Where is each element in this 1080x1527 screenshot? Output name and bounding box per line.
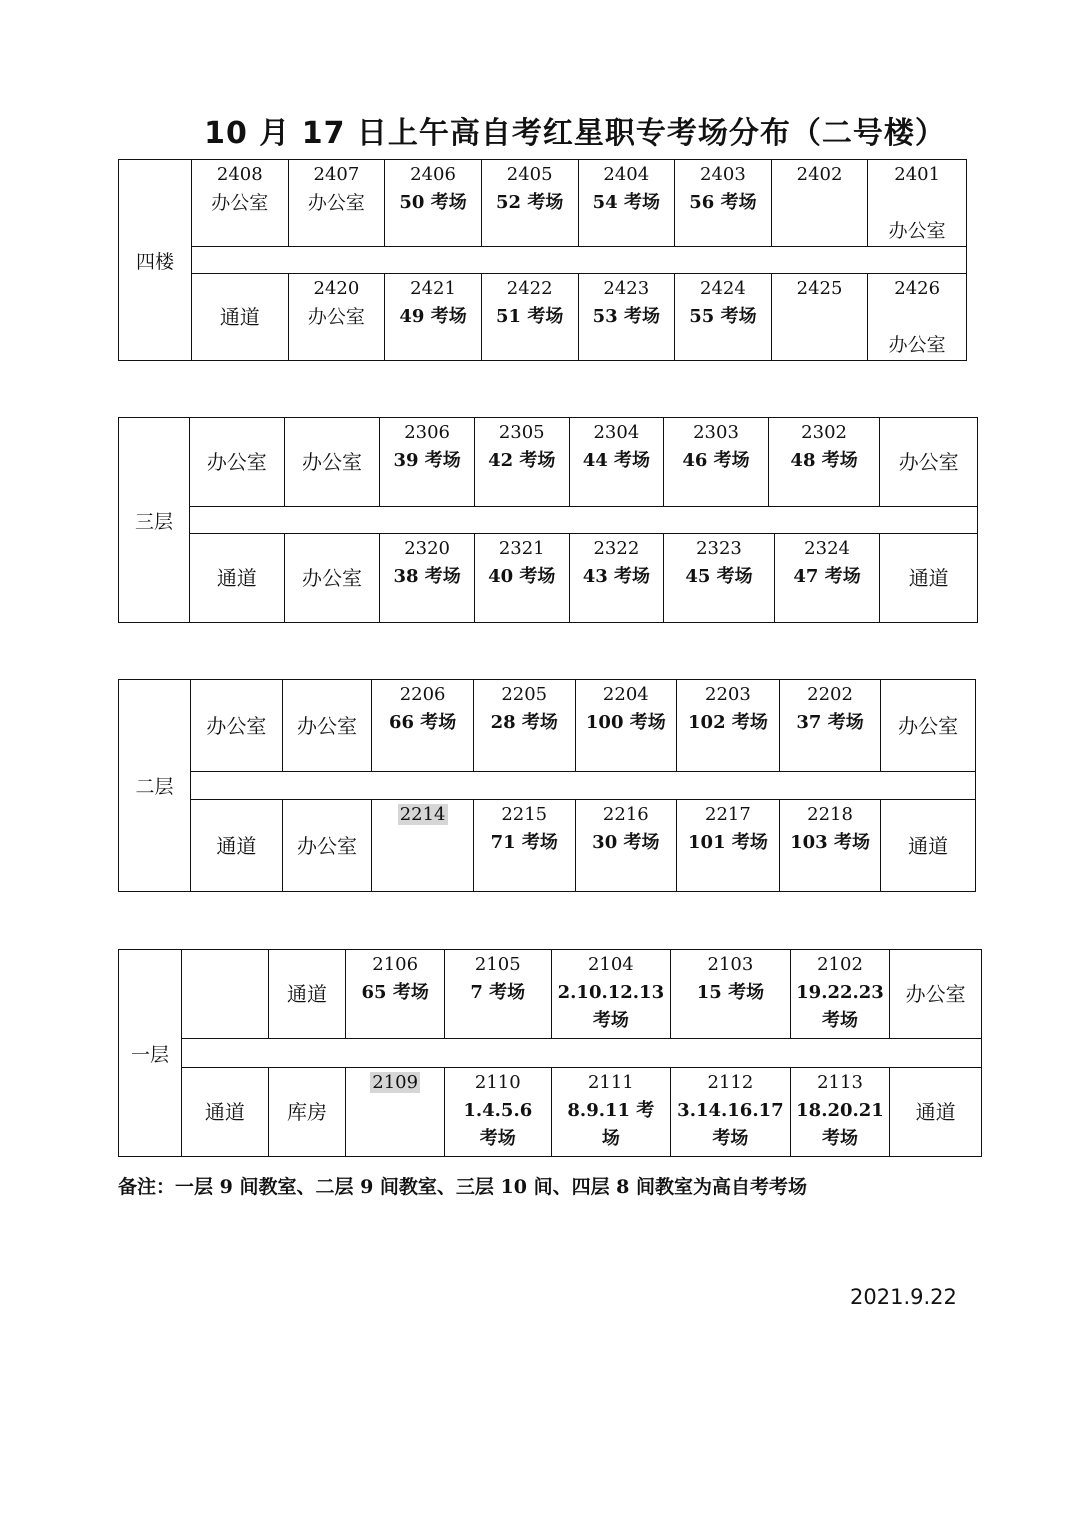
- room-row-south: [190, 533, 977, 622]
- room-number: 2109: [372, 1072, 419, 1093]
- room-label: 通道: [204, 1100, 245, 1124]
- room-number: 2203: [705, 684, 751, 705]
- room-cell: [190, 534, 285, 622]
- room-number: 2420: [313, 278, 360, 299]
- room-label: 办公室: [296, 833, 357, 858]
- room-cell: [191, 800, 283, 891]
- exam-room-label: 66 考场: [388, 712, 457, 733]
- room-number: 2408: [216, 164, 263, 185]
- room-cell: [579, 160, 676, 246]
- room-label: 办公室: [296, 713, 357, 738]
- exam-room-label: 39 考场: [393, 450, 461, 471]
- room-cell: [677, 800, 780, 891]
- exam-room-label: 19.22.23: [796, 982, 884, 1003]
- room-cell: [289, 160, 386, 246]
- exam-room-label: 56 考场: [689, 192, 757, 213]
- room-number: 2217: [705, 804, 751, 825]
- room-label: 库房: [287, 1100, 328, 1124]
- exam-room-label: 100 考场: [585, 712, 666, 733]
- exam-room-label-cont: 考场: [592, 1010, 629, 1031]
- room-cell: [192, 274, 289, 360]
- exam-room-label: 51 考场: [496, 306, 564, 327]
- remark-note: 备注：一层 9 间教室、二层 9 间教室、三层 10 间、四层 8 间教室为高自考考场: [118, 1176, 808, 1198]
- room-cell: [285, 418, 381, 506]
- room-cell: [664, 418, 769, 506]
- room-label: 办公室: [301, 450, 362, 474]
- room-cell: [664, 534, 775, 622]
- exam-room-label: 28 考场: [490, 712, 558, 733]
- room-usage: 办公室: [211, 192, 269, 214]
- floor-label: 二层: [119, 680, 191, 891]
- exam-room-label: 1.4.5.6: [463, 1100, 533, 1121]
- room-cell: [576, 800, 678, 891]
- room-number: 2202: [807, 684, 853, 705]
- room-cell: [868, 274, 966, 360]
- document-date: 2021.9.22: [850, 1285, 957, 1309]
- room-number: 2302: [801, 422, 847, 443]
- exam-room-label: 42 考场: [488, 450, 556, 471]
- exam-room-label: 54 考场: [592, 192, 660, 213]
- room-cell: [475, 418, 570, 506]
- room-cell: [372, 680, 474, 771]
- exam-room-label-cont: 考场: [479, 1128, 516, 1149]
- exam-room-label: 7 考场: [470, 982, 526, 1003]
- exam-room-label: 103 考场: [790, 832, 870, 853]
- exam-room-label: 37 考场: [796, 712, 864, 733]
- room-label: 通道: [287, 982, 328, 1006]
- room-number: 2102: [817, 954, 863, 975]
- exam-room-label: 49 考场: [399, 306, 467, 327]
- room-cell: [552, 1068, 672, 1156]
- exam-room-label: 55 考场: [689, 306, 757, 327]
- room-cell: [579, 274, 676, 360]
- room-number: 2113: [817, 1072, 863, 1093]
- room-number: 2402: [796, 164, 843, 185]
- room-number: 2218: [807, 804, 853, 825]
- floor-table: [118, 159, 967, 361]
- room-number: 2422: [506, 278, 553, 299]
- room-number: 2423: [603, 278, 650, 299]
- room-cell: [289, 274, 386, 360]
- exam-room-label: 30 考场: [592, 832, 660, 853]
- room-number: 2103: [707, 954, 754, 975]
- room-cell: [380, 534, 475, 622]
- room-usage: 办公室: [888, 334, 946, 356]
- room-cell: [190, 418, 285, 506]
- room-number: 2424: [700, 278, 746, 299]
- room-number: 2214: [399, 804, 446, 825]
- room-number: 2104: [587, 954, 634, 975]
- room-number: 2401: [894, 164, 941, 185]
- room-number: 2321: [498, 538, 545, 559]
- exam-room-label: 18.20.21: [796, 1100, 884, 1121]
- room-cell: [791, 950, 891, 1038]
- room-label: 通道: [908, 566, 949, 590]
- room-number: 2216: [602, 804, 649, 825]
- room-cell: [772, 274, 869, 360]
- room-label: 办公室: [301, 566, 362, 590]
- room-label: 办公室: [898, 713, 959, 738]
- exam-room-label: 102 考场: [688, 712, 768, 733]
- exam-room-label: 101 考场: [688, 832, 768, 853]
- room-number: 2112: [707, 1072, 754, 1093]
- room-number: 2324: [804, 538, 850, 559]
- room-number: 2204: [602, 684, 649, 705]
- room-number: 2304: [593, 422, 640, 443]
- room-cell: [780, 680, 882, 771]
- room-number: 2106: [372, 954, 419, 975]
- room-cell: [677, 680, 780, 771]
- spacer: [868, 303, 966, 331]
- floor-label: 四楼: [119, 160, 192, 360]
- room-cell: [182, 1068, 269, 1156]
- room-number: 2407: [313, 164, 360, 185]
- room-cell: [445, 950, 552, 1038]
- room-row-south: [192, 273, 966, 360]
- room-number: 2403: [700, 164, 746, 185]
- room-label: 通道: [915, 1100, 956, 1124]
- room-cell: [283, 800, 373, 891]
- room-row-north: [191, 680, 975, 772]
- room-usage: 办公室: [307, 306, 365, 328]
- room-cell: [475, 534, 570, 622]
- room-cell: [346, 950, 445, 1038]
- floor-label: 三层: [119, 418, 190, 622]
- exam-room-label: 47 考场: [793, 566, 861, 587]
- room-cell: [890, 1068, 981, 1156]
- room-number: 2404: [603, 164, 650, 185]
- room-cell: [269, 950, 347, 1038]
- room-row-north: [182, 950, 981, 1039]
- exam-room-label: 65 考场: [361, 982, 429, 1003]
- exam-room-label-cont: 考场: [712, 1128, 749, 1149]
- room-cell: [881, 680, 975, 771]
- room-cell: [285, 534, 381, 622]
- room-label: 通道: [908, 833, 949, 858]
- exam-room-label: 53 考场: [592, 306, 660, 327]
- exam-room-label: 40 考场: [488, 566, 556, 587]
- room-cell: [671, 950, 791, 1038]
- room-cell: [474, 800, 576, 891]
- room-cell: [482, 274, 579, 360]
- room-number: 2215: [501, 804, 548, 825]
- room-cell: [474, 680, 576, 771]
- room-cell: [775, 534, 881, 622]
- room-number: 2406: [410, 164, 456, 185]
- room-cell: [881, 800, 975, 891]
- room-number: 2322: [593, 538, 640, 559]
- room-number: 2303: [693, 422, 739, 443]
- room-cell: [192, 160, 289, 246]
- room-label: 办公室: [206, 713, 267, 738]
- exam-room-label: 3.14.16.17: [677, 1100, 784, 1121]
- room-cell: [880, 534, 977, 622]
- room-label: 通道: [219, 305, 260, 329]
- room-cell: [671, 1068, 791, 1156]
- floor-label: 一层: [119, 950, 182, 1156]
- exam-room-label-cont: 考场: [822, 1010, 858, 1031]
- room-cell: [576, 680, 678, 771]
- exam-room-label-cont: 场: [601, 1128, 620, 1149]
- room-number: 2426: [894, 278, 941, 299]
- room-label: 办公室: [206, 450, 267, 474]
- room-cell: [868, 160, 966, 246]
- floor-table: [118, 417, 978, 623]
- room-cell: [385, 160, 482, 246]
- room-number: 2110: [474, 1072, 521, 1093]
- room-usage: 办公室: [307, 192, 365, 214]
- room-number: 2320: [404, 538, 450, 559]
- exam-room-label: 44 考场: [582, 450, 651, 471]
- room-cell: [772, 160, 869, 246]
- room-label: 办公室: [898, 450, 959, 474]
- exam-room-label: 45 考场: [685, 566, 753, 587]
- exam-room-label: 38 考场: [393, 566, 461, 587]
- room-cell: [182, 950, 269, 1038]
- room-cell: [675, 274, 772, 360]
- room-cell: [780, 800, 882, 891]
- room-cell: [570, 418, 665, 506]
- room-number: 2111: [587, 1072, 634, 1093]
- room-cell: [675, 160, 772, 246]
- room-number: 2405: [506, 164, 553, 185]
- room-number: 2205: [501, 684, 548, 705]
- page-title: 10 月 17 日上午高自考红星职专考场分布（二号楼）: [204, 116, 946, 151]
- floor-table: [118, 679, 976, 892]
- room-cell: [385, 274, 482, 360]
- room-cell: [380, 418, 475, 506]
- room-cell: [570, 534, 665, 622]
- room-cell: [372, 800, 474, 891]
- room-number: 2323: [696, 538, 742, 559]
- room-cell: [482, 160, 579, 246]
- room-cell: [552, 950, 672, 1038]
- room-cell: [791, 1068, 891, 1156]
- room-cell: [346, 1068, 445, 1156]
- exam-room-label: 50 考场: [399, 192, 467, 213]
- room-cell: [890, 950, 981, 1038]
- room-row-north: [190, 418, 977, 507]
- room-label: 通道: [216, 566, 257, 590]
- room-cell: [880, 418, 977, 506]
- room-cell: [445, 1068, 552, 1156]
- exam-room-label-cont: 考场: [822, 1128, 858, 1149]
- room-number: 2105: [474, 954, 521, 975]
- room-cell: [283, 680, 373, 771]
- room-number: 2306: [404, 422, 450, 443]
- room-number: 2206: [399, 684, 446, 705]
- room-cell: [769, 418, 881, 506]
- exam-room-label: 52 考场: [496, 192, 564, 213]
- room-row-south: [191, 799, 975, 891]
- room-row-north: [192, 160, 966, 247]
- room-usage: 办公室: [888, 220, 946, 242]
- exam-room-label: 48 考场: [790, 450, 858, 471]
- room-number: 2421: [410, 278, 456, 299]
- room-label: 通道: [216, 833, 257, 858]
- spacer: [868, 189, 966, 217]
- exam-room-label: 46 考场: [682, 450, 750, 471]
- exam-room-label: 71 考场: [490, 832, 558, 853]
- exam-room-label: 43 考场: [582, 566, 651, 587]
- room-cell: [191, 680, 283, 771]
- exam-room-label: 8.9.11 考: [567, 1100, 655, 1121]
- room-label: 办公室: [905, 982, 966, 1006]
- room-row-south: [182, 1067, 981, 1156]
- floor-table: [118, 949, 982, 1157]
- room-number: 2425: [796, 278, 843, 299]
- room-cell: [269, 1068, 347, 1156]
- room-number: 2305: [498, 422, 545, 443]
- exam-room-label: 15 考场: [696, 982, 765, 1003]
- exam-room-label: 2.10.12.13: [557, 982, 665, 1003]
